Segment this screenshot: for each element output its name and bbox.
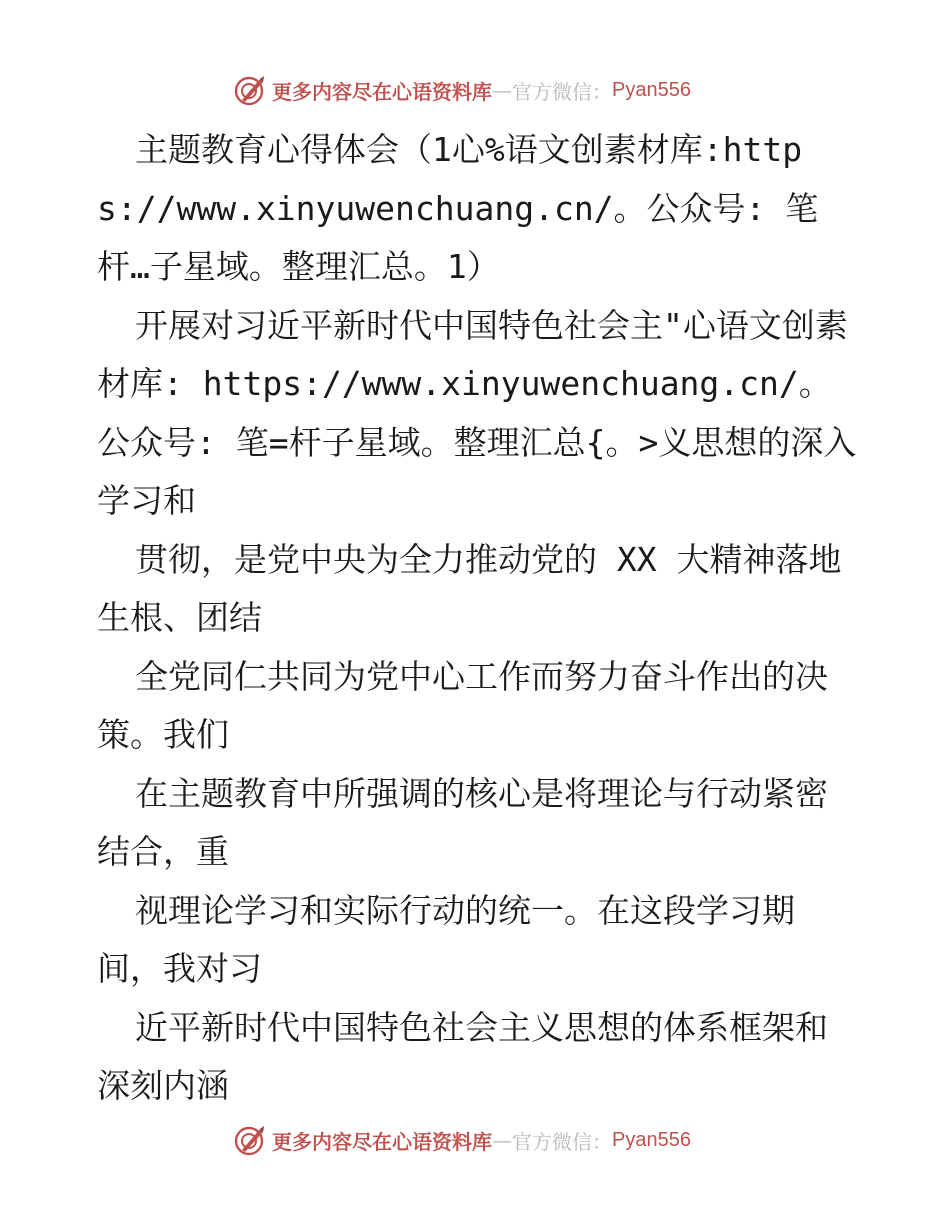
footer-wechat-label: 官方微信：: [512, 1129, 612, 1154]
header-wechat-label: 官方微信：: [512, 79, 612, 104]
footer-wechat-id: Pyan556: [612, 1128, 691, 1151]
paragraph-2: 开展对习近平新时代中国特色社会主"心语文创素材库: https://www.xinyuwenchuang.cn/。公众号: 笔=杆子星域。整理汇总{。>义思想的深入学习和: [97, 305, 857, 520]
header-wechat-id: Pyan556: [612, 78, 691, 101]
header-separator: —: [492, 78, 512, 102]
paragraph-3: 贯彻，是党中央为全力推动党的 XX 大精神落地生根、团结: [97, 539, 842, 637]
footer-banner[interactable]: [234, 1120, 714, 1160]
brand-logo-icon: [234, 74, 266, 106]
paragraph-1: 主题教育心得体会（1心%语文创素材库:https://www.xinyuwenchuang.cn/。公众号: 笔杆…子星域。整理汇总。1）: [97, 130, 819, 286]
paragraph-5: 在主题教育中所强调的核心是将理论与行动紧密结合，重: [97, 773, 828, 871]
brand-logo-icon: [234, 1124, 266, 1156]
document-body: [97, 121, 857, 1116]
header-banner[interactable]: [234, 70, 714, 110]
paragraph-6: 视理论学习和实际行动的统一。在这段学习期间，我对习: [97, 890, 795, 988]
header-promo-text: 更多内容尽在心语资料库: [272, 79, 492, 104]
footer-promo-text: 更多内容尽在心语资料库: [272, 1129, 492, 1154]
footer-separator: —: [492, 1128, 512, 1152]
paragraph-7: 近平新时代中国特色社会主义思想的体系框架和深刻内涵: [97, 1007, 828, 1105]
paragraph-4: 全党同仁共同为党中心工作而努力奋斗作出的决策。我们: [97, 656, 828, 754]
